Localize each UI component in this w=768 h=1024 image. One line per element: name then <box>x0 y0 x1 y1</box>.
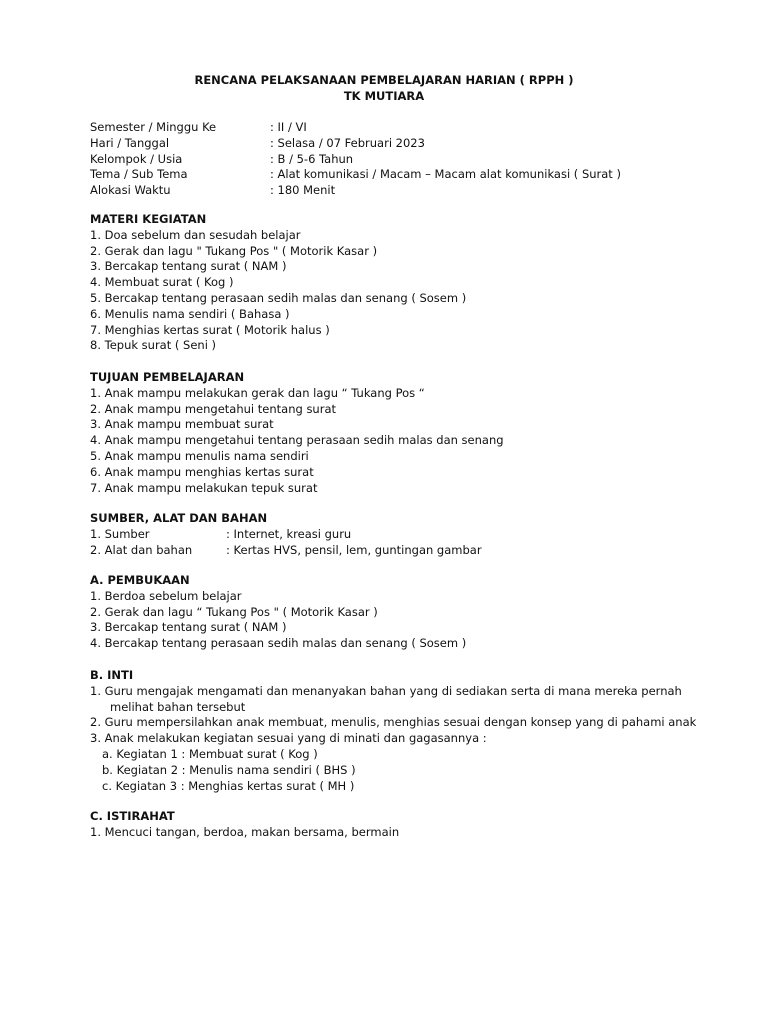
inti-section <box>90 668 696 794</box>
document-title: RENCANA PELAKSANAAN PEMBELAJARAN HARIAN ( RPPH ) <box>194 73 574 87</box>
list-item: 6. Menulis nama sendiri ( Bahasa ) <box>90 306 290 321</box>
list-item: 1. Berdoa sebelum belajar <box>90 588 242 603</box>
sub-list-item: a. Kegiatan 1 : Membuat surat ( Kog ) <box>102 746 318 761</box>
list-item: 3. Bercakap tentang surat ( NAM ) <box>90 620 287 635</box>
pembukaan-section <box>90 573 466 652</box>
info-label: Alokasi Waktu <box>90 183 171 198</box>
section-heading: B. INTI <box>90 668 134 682</box>
tujuan-section <box>90 370 504 496</box>
info-label: Hari / Tanggal <box>90 135 170 150</box>
list-item: 2. Guru mempersilahkan anak membuat, menulis, menghias sesuai dengan konsep yang di pahami anak <box>90 715 697 730</box>
info-value: : 180 Menit <box>270 183 336 198</box>
section-heading: MATERI KEGIATAN <box>90 212 207 226</box>
list-item: 7. Menghias kertas surat ( Motorik halus ) <box>90 322 330 337</box>
info-label: Semester / Minggu Ke <box>90 120 217 134</box>
info-value: : B / 5-6 Tahun <box>270 151 354 166</box>
list-item: 4. Membuat surat ( Kog ) <box>90 275 234 290</box>
section-heading: C. ISTIRAHAT <box>90 809 175 823</box>
info-row-semester <box>90 120 621 136</box>
sumber-value: : Internet, kreasi guru <box>226 526 352 541</box>
info-label: Kelompok / Usia <box>90 151 183 166</box>
list-item: 2. Anak mampu mengetahui tentang surat <box>90 401 337 416</box>
info-row-time <box>90 183 621 199</box>
materi-section <box>90 212 466 354</box>
sumber-section <box>90 511 482 558</box>
section-heading: TUJUAN PEMBELAJARAN <box>90 370 245 384</box>
sumber-label: 2. Alat dan bahan <box>90 542 193 557</box>
list-item: 5. Bercakap tentang perasaan sedih malas dan senang ( Sosem ) <box>90 290 467 305</box>
list-item: 3. Anak melakukan kegiatan sesuai yang di minati dan gagasannya : <box>90 731 487 746</box>
info-row-group <box>90 152 621 168</box>
info-row-date <box>90 136 621 152</box>
list-item: 1. Doa sebelum dan sesudah belajar <box>90 227 301 242</box>
istirahat-section <box>90 809 399 841</box>
sumber-label: 1. Sumber <box>90 526 150 541</box>
info-block <box>90 120 621 199</box>
sumber-value: : Kertas HVS, pensil, lem, guntingan gambar <box>226 542 482 557</box>
info-label: Tema / Sub Tema <box>90 167 188 182</box>
list-item: 1. Guru mengajak mengamati dan menanyakan bahan yang di sediakan serta di mana mereka pernah <box>90 683 682 698</box>
sub-list-item: b. Kegiatan 2 : Menulis nama sendiri ( BHS ) <box>102 762 356 777</box>
info-value: : II / VI <box>270 120 307 134</box>
list-item: 8. Tepuk surat ( Seni ) <box>90 338 217 353</box>
info-value: : Selasa / 07 Februari 2023 <box>270 135 425 150</box>
info-row-theme <box>90 167 621 183</box>
list-item: 3. Bercakap tentang surat ( NAM ) <box>90 259 287 274</box>
list-item: 1. Anak mampu melakukan gerak dan lagu “ Tukang Pos “ <box>90 385 425 400</box>
list-item: 2. Gerak dan lagu “ Tukang Pos " ( Motorik Kasar ) <box>90 604 378 619</box>
list-item: 6. Anak mampu menghias kertas surat <box>90 464 314 479</box>
sub-list-item: c. Kegiatan 3 : Menghias kertas surat ( MH ) <box>102 778 355 793</box>
list-item: 2. Gerak dan lagu " Tukang Pos " ( Motorik Kasar ) <box>90 243 378 258</box>
info-value: : Alat komunikasi / Macam – Macam alat komunikasi ( Surat ) <box>270 167 621 182</box>
section-heading: A. PEMBUKAAN <box>90 573 190 587</box>
list-item-continuation: melihat bahan tersebut <box>110 699 246 714</box>
list-item: 7. Anak mampu melakukan tepuk surat <box>90 480 318 495</box>
list-item: 4. Anak mampu mengetahui tentang perasaan sedih malas dan senang <box>90 433 504 448</box>
list-item <box>90 527 482 543</box>
list-item: 4. Bercakap tentang perasaan sedih malas dan senang ( Sosem ) <box>90 636 467 651</box>
list-item: 1. Mencuci tangan, berdoa, makan bersama, bermain <box>90 824 400 839</box>
list-item: 5. Anak mampu menulis nama sendiri <box>90 448 309 463</box>
section-heading: SUMBER, ALAT DAN BAHAN <box>90 511 268 525</box>
list-item <box>90 543 482 559</box>
list-item: 3. Anak mampu membuat surat <box>90 417 274 432</box>
school-name: TK MUTIARA <box>343 89 425 103</box>
